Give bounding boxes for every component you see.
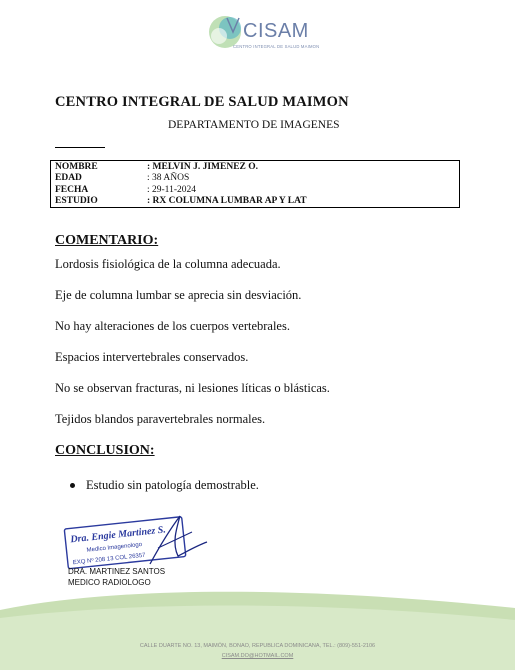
page-title: CENTRO INTEGRAL DE SALUD MAIMON [55,94,349,110]
info-value: : MELVIN J. JIMENEZ O. [147,162,259,172]
info-value: : 38 AÑOS [147,173,190,183]
info-value: : RX COLUMNA LUMBAR AP Y LAT [147,196,307,206]
comentario-heading: COMENTARIO: [55,233,159,248]
info-label: NOMBRE [55,162,98,172]
signature-stamp [62,512,212,572]
info-label: ESTUDIO [55,196,98,206]
patient-info-box [50,160,460,208]
info-label: FECHA [55,185,89,195]
logo-subtitle: CENTRO INTEGRAL DE SALUD MAIMON [233,44,320,49]
stamp-line-3: EXQ Nº 208 13 COL 26357 [72,552,146,567]
comentario-line: No hay alteraciones de los cuerpos vertebrales. [55,319,290,333]
department-title: DEPARTAMENTO DE IMAGENES [168,119,340,131]
info-value: : 29-11-2024 [147,185,196,195]
signer-name: DRA. MARTINEZ SANTOS [68,567,166,576]
signer-title: MEDICO RADIOLOGO [68,578,151,587]
logo-text: CISAM [243,20,309,42]
stamp-line-2: Medico Imagenologo [86,541,143,554]
info-label: EDAD [55,173,82,183]
conclusion-heading: CONCLUSION: [55,443,155,458]
title-rule [55,147,105,148]
comentario-line: No se observan fracturas, ni lesiones líticas o blásticas. [55,381,330,395]
conclusion-text: Estudio sin patología demostrable. [86,478,259,492]
conclusion-item [70,478,259,493]
stamp-line-1: Dra. Engie Martinez S. [69,524,167,546]
footer-email[interactable]: CISAM.DO@HOTMAIL.COM [221,653,294,659]
cisam-logo [205,8,325,58]
footer-address: CALLE DUARTE NO. 13, MAIMÓN, BONAO, REPUBLICA DOMINICANA, TEL.: (809)-551-2106 [139,643,376,649]
comentario-line: Lordosis fisiológica de la columna adecuada. [55,257,281,271]
comentario-line: Espacios intervertebrales conservados. [55,350,249,364]
bullet-icon [70,483,75,488]
comentario-line: Tejidos blandos paravertebrales normales. [55,412,266,426]
comentario-line: Eje de columna lumbar se aprecia sin desviación. [55,288,302,302]
